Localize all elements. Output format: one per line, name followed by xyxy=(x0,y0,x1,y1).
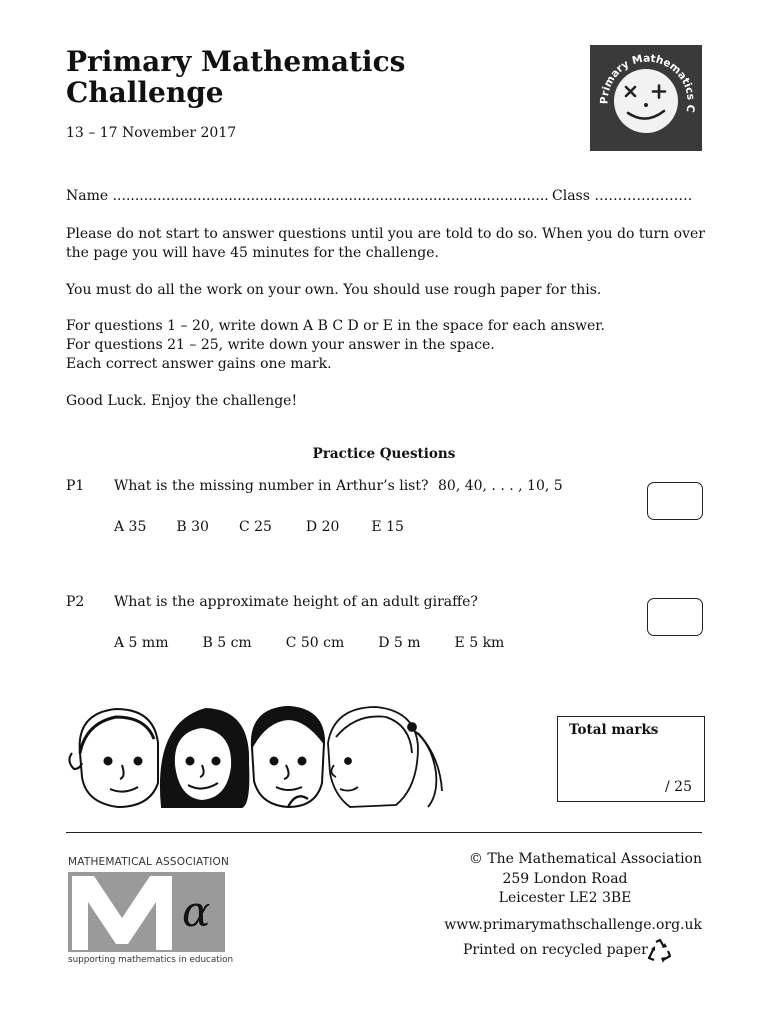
instruction-paragraph-3 xyxy=(66,317,706,374)
pmc-logo xyxy=(590,45,702,151)
question-text: What is the missing number in Arthur’s list? xyxy=(114,478,429,494)
logo-text: Primary Mathematics C xyxy=(598,52,697,114)
answer-box-p1[interactable] xyxy=(647,482,703,520)
recycled-text: Printed on recycled paper xyxy=(463,942,648,958)
answer-options xyxy=(114,519,432,535)
page-title xyxy=(66,46,405,108)
option-a: A 35 xyxy=(114,519,147,535)
option-b: B 30 xyxy=(176,519,209,535)
name-class-line xyxy=(66,188,706,204)
option-c: C 50 cm xyxy=(285,635,345,651)
option-a: A 5 mm xyxy=(114,635,169,651)
title-line-2: Challenge xyxy=(66,76,224,109)
association-tagline: supporting mathematics in education xyxy=(68,955,234,965)
total-marks-box[interactable] xyxy=(557,716,705,802)
mathematical-association-logo xyxy=(68,872,225,952)
question-sequence: 80, 40, . . . , 10, 5 xyxy=(438,478,563,494)
option-b: B 5 cm xyxy=(202,635,252,651)
children-faces-image xyxy=(66,703,446,809)
good-luck-text: Good Luck. Enjoy the challenge! xyxy=(66,393,298,409)
practice-heading: Practice Questions xyxy=(312,446,456,462)
association-title: MATHEMATICAL ASSOCIATION xyxy=(68,856,230,868)
copyright-text: © The Mathematical Association xyxy=(468,851,702,867)
option-d: D 5 m xyxy=(378,635,421,651)
class-field[interactable]: Class ………………… xyxy=(552,188,693,204)
instruction-line: Each correct answer gains one mark. xyxy=(66,356,332,372)
title-line-1: Primary Mathematics xyxy=(66,45,406,78)
question-number: P2 xyxy=(66,594,85,610)
option-c: C 25 xyxy=(238,519,272,535)
recycle-icon xyxy=(646,938,674,964)
question-text: What is the approximate height of an adult giraffe? xyxy=(114,594,478,610)
question-number: P1 xyxy=(66,478,85,494)
total-marks-label: Total marks xyxy=(569,722,659,738)
challenge-dates: 13 – 17 November 2017 xyxy=(66,125,237,141)
address-line-2: Leicester LE2 3BE xyxy=(498,890,632,906)
name-field[interactable]: Name .................................................................................................. xyxy=(66,188,549,204)
website-link[interactable]: www.primarymathschallenge.org.uk xyxy=(444,917,702,933)
total-marks-value: / 25 xyxy=(665,779,692,795)
instruction-paragraph-2: You must do all the work on your own. You should use rough paper for this. xyxy=(66,282,602,298)
instruction-line: For questions 21 – 25, write down your answer in the space. xyxy=(66,337,495,353)
option-d: D 20 xyxy=(305,519,340,535)
address-line-1: 259 London Road xyxy=(502,871,628,887)
instruction-line: For questions 1 – 20, write down A B C D or E in the space for each answer. xyxy=(66,318,605,334)
pmc-logo-icon xyxy=(590,45,702,151)
svg-text:α: α xyxy=(182,887,211,936)
option-e: E 5 km xyxy=(454,635,505,651)
instruction-paragraph-1: Please do not start to answer questions until you are told to do so. When you do turn over the page you will have 45 minutes for the challenge. xyxy=(66,226,705,261)
answer-options xyxy=(114,635,532,651)
option-e: E 15 xyxy=(371,519,404,535)
ma-logo-icon xyxy=(68,872,225,952)
footer-divider xyxy=(66,832,702,833)
children-illustration xyxy=(66,703,446,809)
answer-box-p2[interactable] xyxy=(647,598,703,636)
